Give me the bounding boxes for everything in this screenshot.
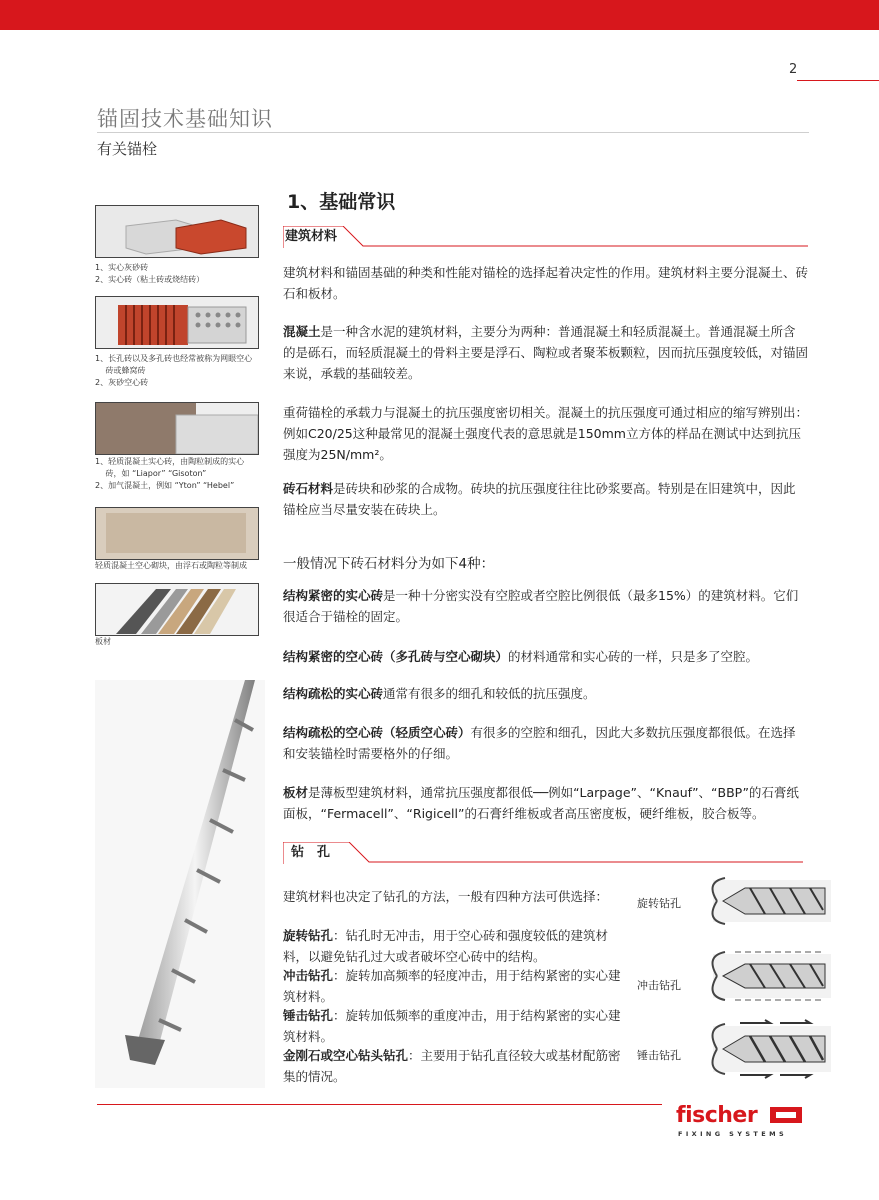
paragraph-impact xyxy=(283,965,628,1007)
paragraph-intro: 建筑材料和锚固基础的种类和性能对锚栓的选择起着决定性的作用。建筑材料主要分混凝土、砖石和板材。 xyxy=(283,265,809,301)
concrete-text: 是一种含水泥的建筑材料，主要分为两种：普通混凝土和轻质混凝土。普通混凝土所含的是砾石，而轻质混凝土的骨料主要是浮石、陶粒或者聚苯板颗粒，因而抗压强度较低，对锚固来说，承载的基础较差。 xyxy=(283,324,809,381)
paragraph-panels xyxy=(283,782,808,824)
term-dense-hollow: 结构紧密的空心砖（多孔砖与空心砌块） xyxy=(283,649,509,664)
paragraph-masonry xyxy=(283,478,808,520)
hollow-block-illustration xyxy=(96,508,258,559)
panels-text: 是薄板型建筑材料，通常抗压强度都很低──例如“Larpage”、“Knauf”、“BBP”的石膏纸面板，“Fermacell”、“Rigicell”的石膏纤维板或者高压密度板，硬纤维板，胶合板等。 xyxy=(283,785,799,821)
drill-label-rotary: 旋转钻孔 xyxy=(637,897,681,910)
drill-label-hammer: 锤击钻孔 xyxy=(637,1049,681,1062)
tab-building-materials xyxy=(283,226,808,248)
term-dense-solid: 结构紧密的实心砖 xyxy=(283,588,384,603)
drill-label-impact: 冲击钻孔 xyxy=(637,979,681,992)
term-porous-hollow: 结构疏松的空心砖（轻质空心砖） xyxy=(283,725,471,740)
paragraph-dense-solid xyxy=(283,585,808,627)
term-diamond: 金刚石或空心钻头钻孔 xyxy=(283,1048,409,1063)
porous-hollow-text: 有很多的空腔和细孔，因此大多数抗压强度都很低。在选择和安装锚栓时需要格外的仔细。 xyxy=(283,725,796,761)
paragraph-dense-hollow xyxy=(283,646,808,667)
term-panels: 板材 xyxy=(283,785,309,800)
image-perforated-bricks xyxy=(95,296,259,349)
drill-bit-image xyxy=(95,680,265,1088)
top-red-bar xyxy=(0,0,879,30)
image-lightweight-concrete xyxy=(95,402,259,455)
paragraph-concrete xyxy=(283,321,808,384)
caption-panels: 板材 xyxy=(95,637,111,646)
tab-label: 建筑材料 xyxy=(285,229,338,244)
diamond-text: ：主要用于钻孔直径较大或基材配筋密集的情况。 xyxy=(283,1048,621,1084)
dense-solid-text: 是一种十分密实没有空腔或者空腔比例很低（最多15%）的建筑材料。它们很适合于锚栓的固定。 xyxy=(283,588,799,624)
fischer-logo-mark xyxy=(770,1107,806,1125)
paragraph-porous-hollow xyxy=(283,722,808,764)
paragraph-strength: 重荷锚栓的承载力与混凝土的抗压强度密切相关。混凝土的抗压强度可通过相应的缩写辨别出：例如C20/25这种最常见的混凝土强度代表的意思就是150mm立方体的样品在测试中达到抗压强度为25N/mm²。 xyxy=(283,405,809,462)
paragraph-diamond xyxy=(283,1045,628,1087)
document-subtitle: 有关锚栓 xyxy=(97,140,158,158)
footer-rule xyxy=(97,1104,662,1105)
term-impact: 冲击钻孔 xyxy=(283,968,334,983)
image-sand-lime-brick xyxy=(95,205,259,258)
fischer-tagline: FIXING SYSTEMS xyxy=(678,1130,788,1138)
paragraph-hammer xyxy=(283,1005,628,1047)
page-number-rule xyxy=(797,80,879,81)
tab-outline xyxy=(283,842,803,864)
rotary-drill-illustration xyxy=(695,872,835,930)
term-porous-solid: 结构疏松的实心砖 xyxy=(283,686,384,701)
perforated-bricks-illustration xyxy=(96,297,258,348)
rotary-text: ：钻孔时无冲击，用于空心砖和强度较低的建筑材料，以避免钻孔过大或者破坏空心砖中的结构。 xyxy=(283,928,609,964)
impact-text: ：旋转加高频率的轻度冲击，用于结构紧密的实心建筑材料。 xyxy=(283,968,621,1004)
caption-lightweight-concrete: 1、轻质混凝土实心砖，由陶粒制成的实心 砖，如 “Liapor” “Gisoton” 2、加气混凝土，例如 “Yton” “Hebel” xyxy=(95,457,245,490)
hammer-drill-illustration xyxy=(695,1018,835,1080)
image-panels xyxy=(95,583,259,636)
caption-hollow-bricks: 1、长孔砖以及多孔砖也经常被称为网眼空心 砖或蜂窝砖 2、灰砂空心砖 xyxy=(95,354,253,387)
document-title: 锚固技术基础知识 xyxy=(97,107,273,131)
title-rule xyxy=(97,132,809,133)
panels-illustration xyxy=(96,584,258,635)
masonry-text: 是砖块和砂浆的合成物。砖块的抗压强度往往比砂浆要高。特别是在旧建筑中，因此锚栓应当尽量安装在砖块上。 xyxy=(283,481,796,517)
term-rotary: 旋转钻孔 xyxy=(283,928,334,943)
caption-solid-bricks: 1、实心灰砂砖 2、实心砖（粘土砖或烧结砖） xyxy=(95,263,205,284)
paragraph-four-types: 一般情况下砖石材料分为如下4种： xyxy=(283,556,495,572)
dense-hollow-text: 的材料通常和实心砖的一样，只是多了空腔。 xyxy=(508,649,759,664)
tab-outline xyxy=(283,226,808,248)
tab-drilling xyxy=(283,842,803,864)
impact-drill-illustration xyxy=(695,946,835,1006)
paragraph-drill-intro: 建筑材料也决定了钻孔的方法，一般有四种方法可供选择： xyxy=(283,889,609,904)
bricks-illustration xyxy=(96,206,258,257)
caption-hollow-block: 轻质混凝土空心砌块，由浮石或陶粒等制成 xyxy=(95,561,247,570)
tab-label: 钻 孔 xyxy=(291,845,331,860)
term-concrete: 混凝土 xyxy=(283,324,321,339)
page-number: 2 xyxy=(789,62,798,77)
term-hammer: 锤击钻孔 xyxy=(283,1008,334,1023)
term-masonry: 砖石材料 xyxy=(283,481,334,496)
section-heading: 1、基础常识 xyxy=(287,191,396,213)
hammer-text: ：旋转加低频率的重度冲击，用于结构紧密的实心建筑材料。 xyxy=(283,1008,621,1044)
paragraph-porous-solid xyxy=(283,683,808,704)
image-hollow-block xyxy=(95,507,259,560)
paragraph-rotary xyxy=(283,925,628,967)
fischer-logo-text: fischer xyxy=(676,1103,758,1128)
porous-solid-text: 通常有很多的细孔和较低的抗压强度。 xyxy=(383,686,596,701)
lightweight-blocks-illustration xyxy=(96,403,258,454)
